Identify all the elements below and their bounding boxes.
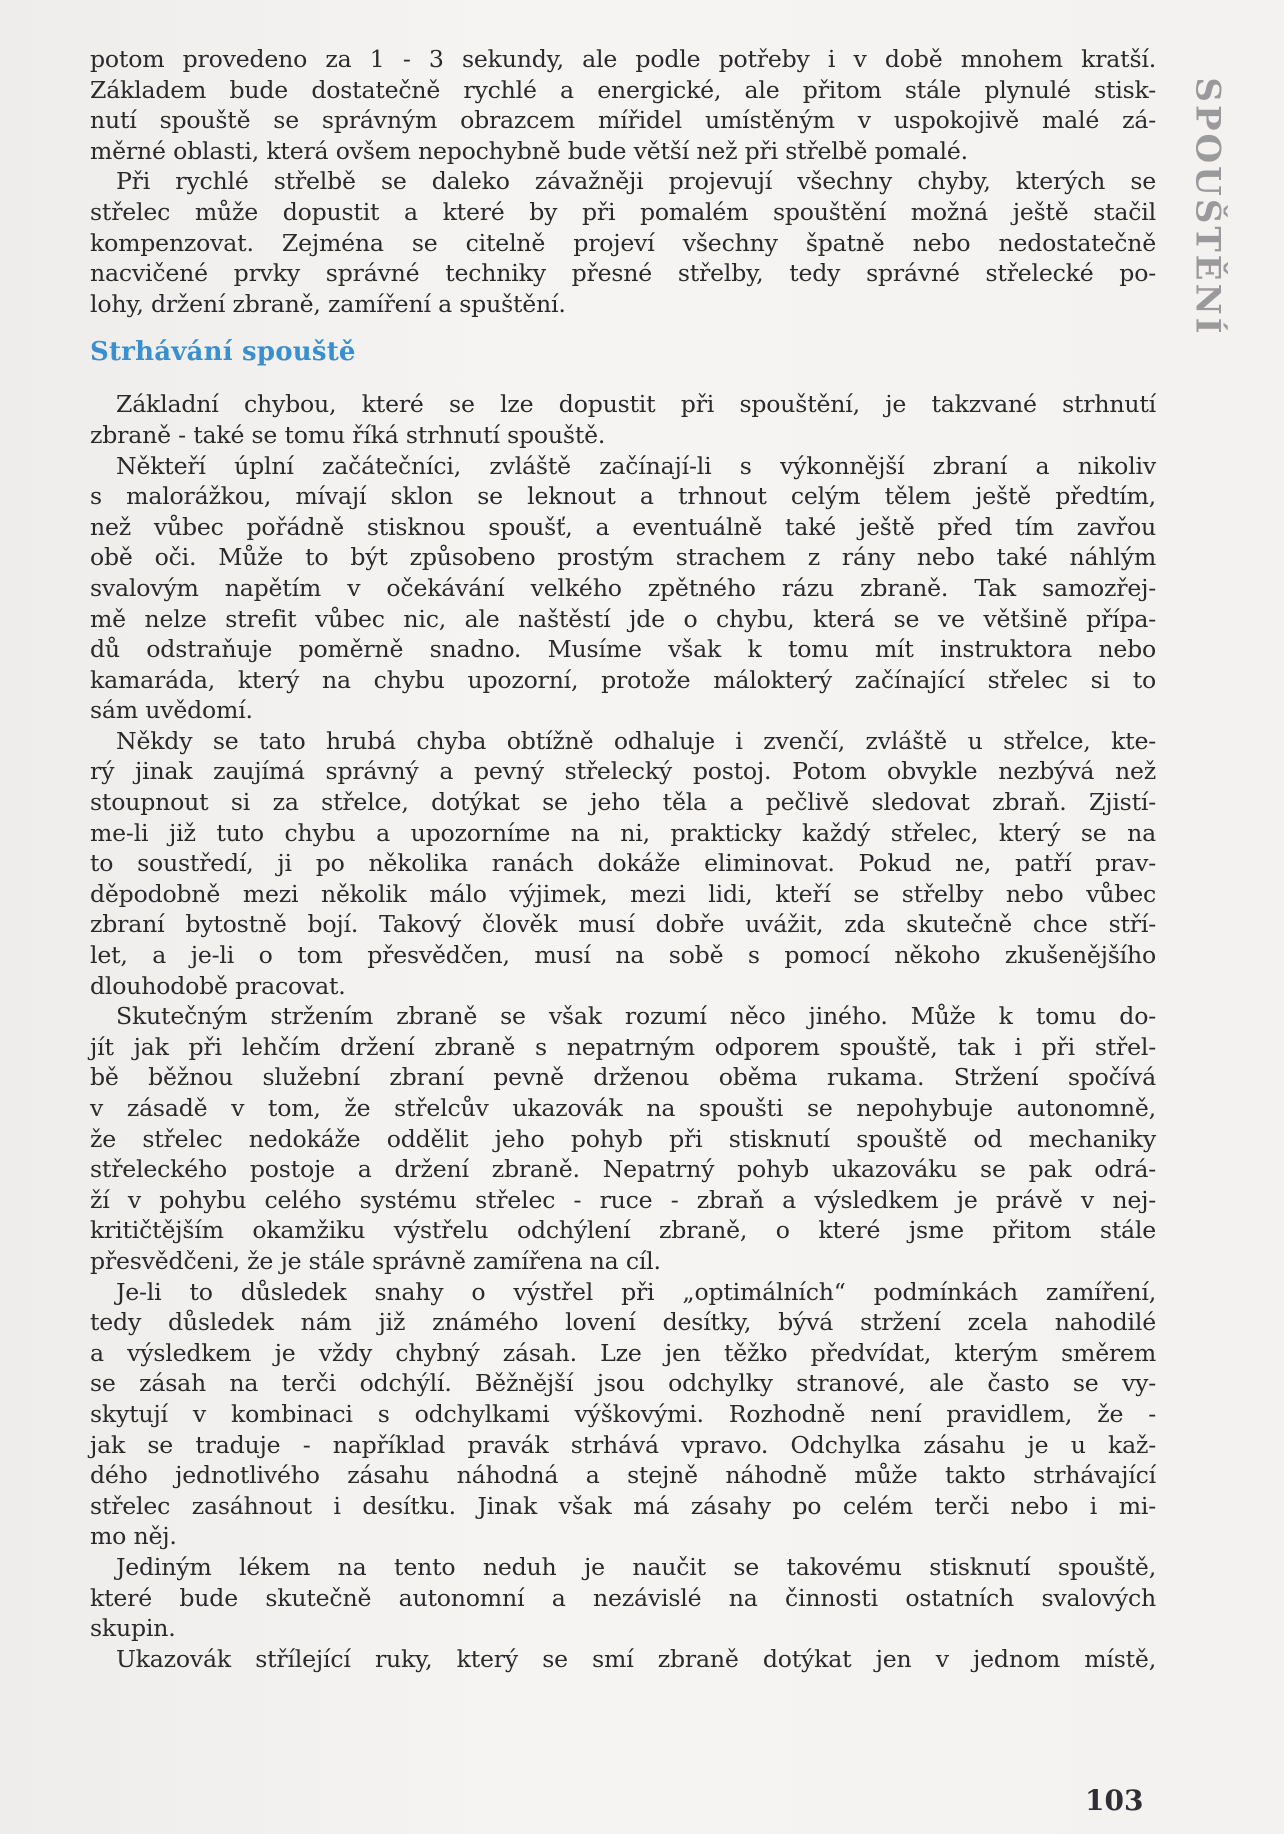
text-line: skupin. — [90, 1614, 176, 1643]
chapter-side-tab — [1186, 52, 1230, 362]
text-line: Jediným lékem na tento neduh je naučit se takovému stisknutí spouště, — [116, 1552, 1156, 1581]
text-line: skytují v kombinaci s odchylkami výškovými. Rozhodně není pravidlem, že - — [90, 1399, 1156, 1428]
text-line: Ukazovák střílející ruky, který se smí zbraně dotýkat jen v jednom místě, — [116, 1644, 1156, 1673]
text-line: let, a je-li o tom přesvědčen, musí na sobě s pomocí někoho zkušenějšího — [90, 941, 1156, 970]
text-line: že střelec nedokáže oddělit jeho pohyb při stisknutí spouště od mechaniky — [90, 1124, 1156, 1153]
text-line: zbraní bytostně bojí. Takový člověk musí dobře uvážit, zda skutečně chce stří- — [90, 910, 1156, 939]
text-line: mě nelze strefit vůbec nic, ale naštěstí jde o chybu, která se ve většině přípa- — [90, 604, 1156, 633]
text-line: dlouhodobě pracovat. — [90, 971, 346, 1000]
text-line: bě běžnou služební zbraní pevně drženou oběma rukama. Stržení spočívá — [90, 1063, 1156, 1092]
text-line: děpodobně mezi několik málo výjimek, mezi lidi, kteří se střelby nebo vůbec — [90, 879, 1156, 908]
intro-paragraphs — [90, 44, 1156, 319]
text-line: kompenzovat. Zejména se citelně projeví všechny špatně nebo nedostatečně — [90, 228, 1156, 257]
text-line: střeleckého postoje a držení zbraně. Nepatrný pohyb ukazováku se pak odrá- — [90, 1155, 1156, 1184]
text-line: Skutečným stržením zbraně se však rozumí něco jiného. Může k tomu do- — [116, 1002, 1156, 1031]
text-line: střelec může dopustit a které by při pomalém spouštění možná ještě stačil — [90, 197, 1156, 226]
text-line: a výsledkem je vždy chybný zásah. Lze jen těžko předvídat, kterým směrem — [90, 1338, 1156, 1367]
text-line: jít jak při lehčím držení zbraně s nepatrným odporem spouště, tak i při střel- — [90, 1032, 1156, 1061]
text-line: me-li již tuto chybu a upozorníme na ni, prakticky každý střelec, který se na — [90, 818, 1156, 847]
text-line: stoupnout si za střelce, dotýkat se jeho těla a pečlivě sledovat zbraň. Zjistí- — [90, 788, 1156, 817]
text-line: v zásadě v tom, že střelcův ukazovák na spoušti se nepohybuje autonomně, — [90, 1094, 1156, 1122]
text-line: tedy důsledek nám již známého lovení desítky, bývá stržení zcela nahodilé — [90, 1308, 1156, 1337]
text-line: rý jinak zaujímá správný a pevný střelecký postoj. Potom obvykle nezbývá než — [90, 757, 1156, 786]
text-line: přesvědčeni, že je stále správně zamířena na cíl. — [90, 1246, 661, 1275]
page-number: 103 — [1085, 1784, 1144, 1817]
text-line: lohy, držení zbraně, zamíření a spuštění. — [90, 289, 566, 318]
text-line: střelec zasáhnout i desítku. Jinak však má zásahy po celém terči nebo i mi- — [90, 1491, 1156, 1520]
text-line: Při rychlé střelbě se daleko závažněji projevují všechny chyby, kterých se — [116, 167, 1156, 196]
text-line: než vůbec pořádně stisknou spoušť, a eventuálně také ještě před tím zavřou — [90, 512, 1156, 541]
text-line: mo něj. — [90, 1522, 177, 1551]
text-line: Základní chybou, které se lze dopustit při spouštění, je takzvané strhnutí — [116, 390, 1156, 419]
text-line: nutí spouště se správným obrazcem mířidel umístěným v uspokojivě malé zá- — [90, 106, 1156, 135]
text-line: kamaráda, který na chybu upozorní, protože málokterý začínající střelec si to — [90, 665, 1156, 694]
text-line: dého jednotlivého zásahu náhodná a stejně náhodně může takto strhávající — [90, 1461, 1156, 1490]
text-line: s malorážkou, mívají sklon se leknout a trhnout celým tělem ještě předtím, — [90, 482, 1156, 511]
text-line: Je-li to důsledek snahy o výstřel při „optimálních“ podmínkách zamíření, — [116, 1277, 1156, 1306]
text-line: nacvičené prvky správné techniky přesné střelby, tedy správné střelecké po- — [90, 259, 1156, 288]
text-line: jak se traduje - například pravák strhává vpravo. Odchylka zásahu je u kaž- — [90, 1430, 1156, 1459]
chapter-side-tab-label: SPOUŠTĚNÍ — [1188, 77, 1229, 337]
text-column — [90, 44, 1156, 1674]
text-line: měrné oblasti, která ovšem nepochybně bude větší než při střelbě pomalé. — [90, 136, 968, 165]
text-line: Někdy se tato hrubá chyba obtížně odhaluje i zvenčí, zvláště u střelce, kte- — [116, 726, 1156, 755]
text-line: Základem bude dostatečně rychlé a energické, ale přitom stále plynulé stisk- — [90, 75, 1156, 104]
text-line: zbraně - také se tomu říká strhnutí spouště. — [90, 420, 606, 449]
text-line: Někteří úplní začátečníci, zvláště začínají-li s výkonnější zbraní a nikoliv — [116, 451, 1156, 480]
text-line: kritičtějším okamžiku výstřelu odchýlení zbraně, o které jsme přitom stále — [90, 1216, 1156, 1245]
text-line: dů odstraňuje poměrně snadno. Musíme však k tomu mít instruktora nebo — [90, 635, 1156, 664]
text-line: sám uvědomí. — [90, 696, 253, 725]
text-line: se zásah na terči odchýlí. Běžnější jsou odchylky stranové, ale často se vy- — [90, 1369, 1156, 1398]
text-line: potom provedeno za 1 - 3 sekundy, ale podle potřeby i v době mnohem kratší. — [90, 45, 1156, 73]
text-line: ží v pohybu celého systému střelec - ruce - zbraň a výsledkem je právě v nej- — [90, 1185, 1156, 1214]
section-heading: Strhávání spouště — [90, 337, 356, 368]
text-line: svalovým napětím v očekávání velkého zpětného rázu zbraně. Tak samozřej- — [90, 573, 1156, 602]
text-line: to soustředí, ji po několika ranách dokáže eliminovat. Pokud ne, patří prav- — [90, 849, 1156, 878]
section-body — [90, 389, 1156, 1674]
text-line: obě oči. Může to být způsobeno prostým strachem z rány nebo také náhlým — [90, 543, 1156, 572]
text-line: které bude skutečně autonomní a nezávislé na činnosti ostatních svalových — [90, 1583, 1156, 1612]
